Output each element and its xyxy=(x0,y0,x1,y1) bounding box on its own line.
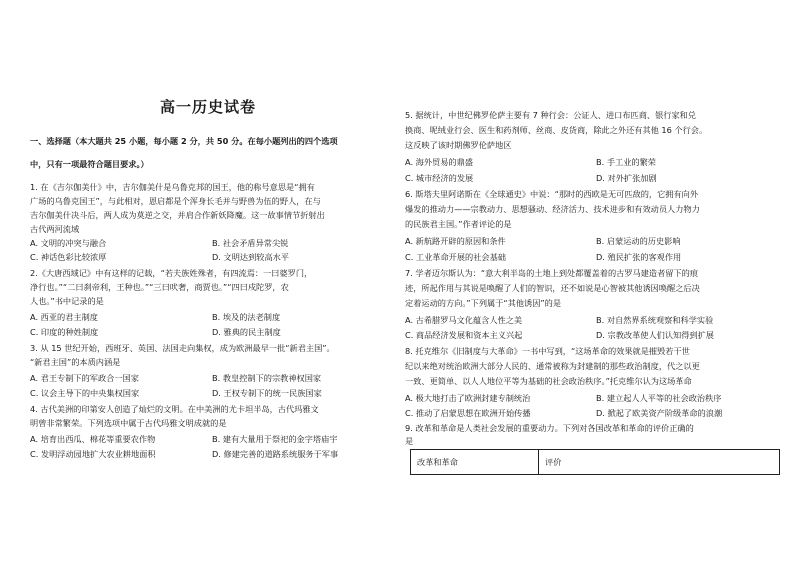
q1-line: 吉尔伽美什决斗后，两人成为莫逆之交，并肩合作新妖降魔。这一故事情节折射出 xyxy=(30,210,325,220)
q9-evaluation-table xyxy=(410,449,780,475)
q7-option-a[interactable]: A. 古希腊罗马文化蕴含人性之美 xyxy=(405,315,523,325)
q5-line: 5. 据统计，中世纪佛罗伦萨主要有 7 种行会：公证人、进口布匹商、银行家和兑 xyxy=(405,110,697,120)
q4-option-a[interactable]: A. 培育出西瓜、棉花等重要农作物 xyxy=(30,434,156,444)
q3-line: “新君主国”的本质内涵是 xyxy=(30,357,121,367)
q2-option-a[interactable]: A. 西亚的君主制度 xyxy=(30,312,98,322)
q3-line: 3. 从 15 世纪开始，西班牙、英国、法国走向集权，成为欧洲最早一批“新君主国”。 xyxy=(30,343,335,353)
q8-option-d[interactable]: D. 掀起了欧美资产阶级革命的浪潮 xyxy=(596,408,723,418)
q8-line: 一致、更简单、以人人地位平等为基础的社会政治秩序。”托克维尔认为这场革命 xyxy=(405,376,692,386)
q2-option-d[interactable]: D. 雅典的民主制度 xyxy=(212,327,281,337)
q3-option-b[interactable]: B. 教皇控制下的宗教神权国家 xyxy=(212,373,322,383)
q7-option-c[interactable]: C. 商品经济发展和资本主义兴起 xyxy=(405,330,523,340)
table-header-cell: 评价 xyxy=(539,450,780,475)
q1-option-d[interactable]: D. 文明达到较高水平 xyxy=(212,252,290,262)
q4-option-d[interactable]: D. 修建完善的道路系统服务于军事 xyxy=(212,449,339,459)
q1-line: 1. 在《吉尔伽美什》中，吉尔伽美什是乌鲁克邦的国王，他的称号意思是“拥有 xyxy=(30,182,315,192)
q5-option-c[interactable]: C. 城市经济的发展 xyxy=(405,173,474,183)
q7-line: 7. 学者迈尔斯认为：“意大利半岛的土地上到处都覆盖着的古罗马建造者留下的痕 xyxy=(405,268,699,278)
instructions-line-2: 中，只有一项最符合题目要求。） xyxy=(30,159,149,169)
q3-option-a[interactable]: A. 君王专制下的军政合一国家 xyxy=(30,373,139,383)
q5-line: 这反映了该时期佛罗伦萨地区 xyxy=(405,140,512,150)
q6-line: 爆发的推动力——宗教动力、思想骚动、经济活力、技术进步和有效动员人力物力 xyxy=(405,204,700,214)
q7-option-b[interactable]: B. 对自然界系统观察和科学实验 xyxy=(596,315,714,325)
q5-option-d[interactable]: D. 对外扩张加剧 xyxy=(596,173,657,183)
table-header-cell: 改革和革命 xyxy=(411,450,539,475)
q3-option-d[interactable]: D. 王权专制下的统一民族国家 xyxy=(212,388,322,398)
q6-line: 的民族君主国。”作者评论的是 xyxy=(405,219,512,229)
q7-line: 迹，所起作用与其说是唤醒了人们的智识，还不如说是心智被其他诱因唤醒之后决 xyxy=(405,283,700,293)
q4-line: 明曾非常繁荣。下列选项中属于古代玛雅文明成就的是 xyxy=(30,418,227,428)
q1-option-a[interactable]: A. 文明的冲突与融合 xyxy=(30,238,107,248)
q2-line: 人也。”书中记录的是 xyxy=(30,296,104,306)
q9-line: 9. 改革和革命是人类社会发展的重要动力。下列对各国改革和革命的评价正确的 xyxy=(405,423,694,433)
q1-line: 古代两河流域 xyxy=(30,224,80,234)
q3-option-c[interactable]: C. 议会主导下的中央集权国家 xyxy=(30,388,140,398)
q1-line: 广场的乌鲁克国王”，与此相对，恩启都是个浑身长毛并与野兽为伍的野人，在与 xyxy=(30,196,321,206)
q5-line: 换商、呢绒业行会、医生和药剂师、丝商、皮货商，除此之外还有其他 16 个行会。 xyxy=(405,125,708,135)
q5-option-a[interactable]: A. 海外贸易的鼎盛 xyxy=(405,157,473,167)
q8-option-a[interactable]: A. 极大地打击了欧洲封建专制统治 xyxy=(405,393,531,403)
q2-option-b[interactable]: B. 埃及的法老制度 xyxy=(212,312,281,322)
page-title: 高一历史试卷 xyxy=(160,98,257,116)
q2-line: 净行也。”“二曰刹帝利，王种也。”“三曰吠奢，商贾也。”“四曰戍陀罗，农 xyxy=(30,282,289,292)
q6-line: 6. 斯塔夫里阿诺斯在《全球通史》中说：“那时的西欧是无可匹敌的，它拥有向外 xyxy=(405,189,699,199)
q2-option-c[interactable]: C. 印度的种姓制度 xyxy=(30,327,99,337)
q6-option-a[interactable]: A. 新航路开辟的原因和条件 xyxy=(405,236,506,246)
q6-option-b[interactable]: B. 启蒙运动的历史影响 xyxy=(596,236,681,246)
instructions-line-1: 一、选择题（本大题共 25 小题，每小题 2 分，共 50 分。在每小题列出的四个选项 xyxy=(30,136,338,146)
q7-option-d[interactable]: D. 宗教改革使人们认知得到扩展 xyxy=(596,330,714,340)
q7-line: 定着运动的方向。”下列属于“其他诱因”的是 xyxy=(405,298,562,308)
q8-option-c[interactable]: C. 推动了启蒙思想在欧洲开始传播 xyxy=(405,408,531,418)
q1-option-c[interactable]: C. 神话色彩比较浓厚 xyxy=(30,252,107,262)
q5-option-b[interactable]: B. 手工业的繁荣 xyxy=(596,157,656,167)
q6-option-d[interactable]: D. 殖民扩张的客观作用 xyxy=(596,252,682,262)
q9-line: 是 xyxy=(405,436,414,446)
q4-option-c[interactable]: C. 发明浮动园地扩大农业耕地面积 xyxy=(30,449,156,459)
q4-line: 4. 古代美洲的印第安人创造了灿烂的文明。在中美洲的尤卡坦半岛，古代玛雅文 xyxy=(30,404,319,414)
q8-line: 纪以来绝对统治欧洲大部分人民的、通常被称为封建制的那些政治制度，代之以更 xyxy=(405,361,700,371)
q6-option-c[interactable]: C. 工业革命开展的社会基础 xyxy=(405,252,506,262)
q8-option-b[interactable]: B. 建立起人人平等的社会政治秩序 xyxy=(596,393,722,403)
q8-line: 8. 托克维尔《旧制度与大革命》一书中写到，“这场革命的效果就是摧毁若干世 xyxy=(405,346,690,356)
q4-option-b[interactable]: B. 建有大量用于祭祀的金字塔庙宇 xyxy=(212,434,338,444)
q1-option-b[interactable]: B. 社会矛盾异常尖锐 xyxy=(212,238,289,248)
table-row xyxy=(411,450,780,475)
q2-line: 2.《大唐西域记》中有这样的记载，“若夫族姓殊者，有四流焉：一曰婆罗门， xyxy=(30,268,313,278)
